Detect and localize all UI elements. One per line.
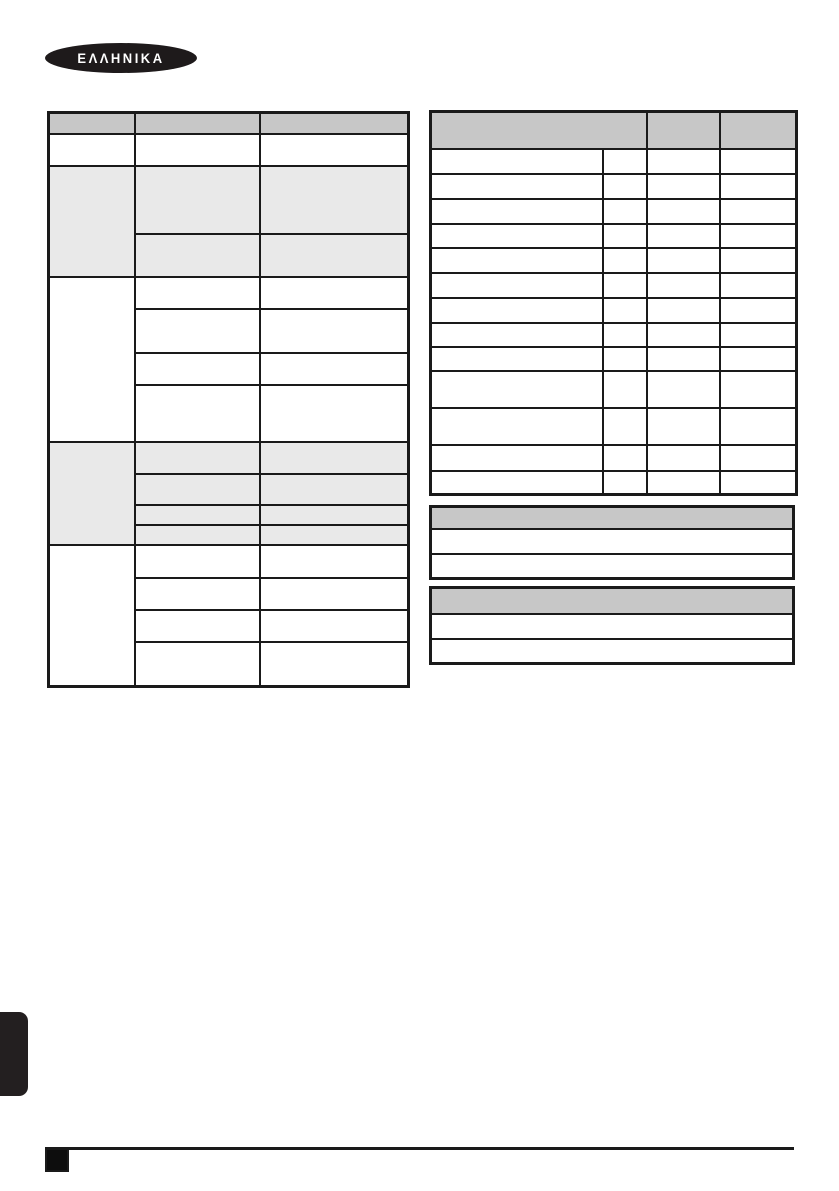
table-cell (647, 149, 720, 174)
table-cell (647, 445, 720, 471)
table-cell (647, 112, 720, 149)
table-cell (135, 113, 260, 134)
table-cell (135, 166, 260, 234)
table-row (431, 529, 794, 554)
table-cell (603, 174, 647, 199)
table-cell (260, 525, 409, 545)
table-cell (135, 442, 260, 474)
table-cell (647, 408, 720, 445)
right-spec-table-grid (429, 110, 798, 496)
table-cell (431, 614, 794, 639)
table-cell (135, 578, 260, 610)
table-cell (647, 224, 720, 248)
table-cell (49, 134, 135, 166)
table-row (49, 545, 409, 578)
table-cell (720, 273, 797, 298)
table-cell (720, 471, 797, 495)
table-row (49, 166, 409, 234)
table-cell (720, 174, 797, 199)
table-row (431, 445, 797, 471)
table-cell (260, 353, 409, 385)
table-cell (603, 347, 647, 371)
table-cell (49, 545, 135, 687)
table-row (49, 134, 409, 166)
language-badge (45, 43, 197, 73)
table-cell (431, 199, 603, 224)
table-cell (431, 408, 603, 445)
table-cell (720, 224, 797, 248)
table-cell (135, 353, 260, 385)
table-cell (603, 199, 647, 224)
table-cell (647, 199, 720, 224)
table-row (49, 277, 409, 309)
table-cell (431, 248, 603, 273)
table-row (49, 442, 409, 474)
info-table-2 (429, 586, 795, 665)
table-cell (431, 323, 603, 347)
table-cell (603, 371, 647, 408)
table-cell (647, 371, 720, 408)
table-cell (647, 323, 720, 347)
info-table-1 (429, 505, 795, 580)
page-edge-index-tab (0, 1012, 28, 1096)
table-row (431, 614, 794, 639)
table-cell (720, 347, 797, 371)
table-cell (647, 273, 720, 298)
table-cell (603, 273, 647, 298)
table-row (431, 347, 797, 371)
table-cell (431, 471, 603, 495)
table-cell (260, 610, 409, 642)
table-cell (49, 442, 135, 545)
table-row (431, 112, 797, 149)
table-cell (260, 234, 409, 277)
table-cell (49, 277, 135, 442)
table-cell (431, 112, 647, 149)
table-row (431, 639, 794, 664)
table-cell (135, 277, 260, 309)
table-cell (720, 298, 797, 323)
table-cell (603, 149, 647, 174)
table-cell (647, 248, 720, 273)
footer-rule (45, 1147, 794, 1150)
table-cell (260, 545, 409, 578)
table-cell (135, 474, 260, 505)
table-cell (135, 545, 260, 578)
right-spec-table (429, 110, 795, 496)
table-cell (260, 442, 409, 474)
table-cell (260, 309, 409, 353)
table-cell (135, 385, 260, 442)
left-spec-table (47, 111, 407, 688)
table-cell (647, 174, 720, 199)
table-row (431, 273, 797, 298)
table-cell (431, 298, 603, 323)
table-cell (431, 554, 794, 579)
language-badge-label: ΕΛΛΗΝΙΚΑ (77, 50, 165, 66)
table-row (431, 199, 797, 224)
table-cell (135, 642, 260, 687)
table-cell (431, 529, 794, 554)
table-row (431, 224, 797, 248)
table-cell (431, 174, 603, 199)
table-cell (647, 298, 720, 323)
table-cell (135, 610, 260, 642)
table-cell (603, 323, 647, 347)
table-row (431, 588, 794, 614)
table-cell (260, 277, 409, 309)
table-row (431, 248, 797, 273)
table-cell (720, 199, 797, 224)
table-cell (720, 371, 797, 408)
table-cell (431, 273, 603, 298)
table-row (431, 507, 794, 529)
table-cell (603, 298, 647, 323)
table-row (431, 371, 797, 408)
table-cell (260, 113, 409, 134)
table-cell (431, 588, 794, 614)
table-cell (647, 471, 720, 495)
table-cell (49, 113, 135, 134)
table-row (49, 113, 409, 134)
table-cell (260, 385, 409, 442)
table-cell (720, 408, 797, 445)
table-cell (431, 507, 794, 529)
table-cell (260, 166, 409, 234)
table-row (431, 149, 797, 174)
table-cell (603, 445, 647, 471)
info-table-2-grid (429, 586, 795, 665)
table-row (431, 174, 797, 199)
table-cell (720, 112, 797, 149)
table-cell (720, 149, 797, 174)
table-row (431, 554, 794, 579)
info-table-1-grid (429, 505, 795, 580)
table-cell (135, 134, 260, 166)
table-cell (135, 525, 260, 545)
table-row (431, 471, 797, 495)
table-cell (260, 642, 409, 687)
table-cell (135, 234, 260, 277)
table-cell (603, 471, 647, 495)
table-cell (431, 639, 794, 664)
footer-page-marker (45, 1148, 69, 1172)
table-cell (431, 149, 603, 174)
table-cell (135, 505, 260, 525)
table-cell (260, 578, 409, 610)
table-cell (260, 134, 409, 166)
table-cell (260, 474, 409, 505)
table-cell (49, 166, 135, 277)
table-cell (135, 309, 260, 353)
table-cell (603, 224, 647, 248)
table-row (431, 408, 797, 445)
left-spec-table-grid (47, 111, 410, 688)
table-cell (603, 248, 647, 273)
table-row (431, 323, 797, 347)
table-cell (260, 505, 409, 525)
table-cell (431, 224, 603, 248)
table-cell (431, 371, 603, 408)
table-cell (431, 445, 603, 471)
table-cell (720, 248, 797, 273)
table-cell (647, 347, 720, 371)
table-cell (720, 323, 797, 347)
table-cell (431, 347, 603, 371)
table-cell (720, 445, 797, 471)
table-row (431, 298, 797, 323)
table-cell (603, 408, 647, 445)
